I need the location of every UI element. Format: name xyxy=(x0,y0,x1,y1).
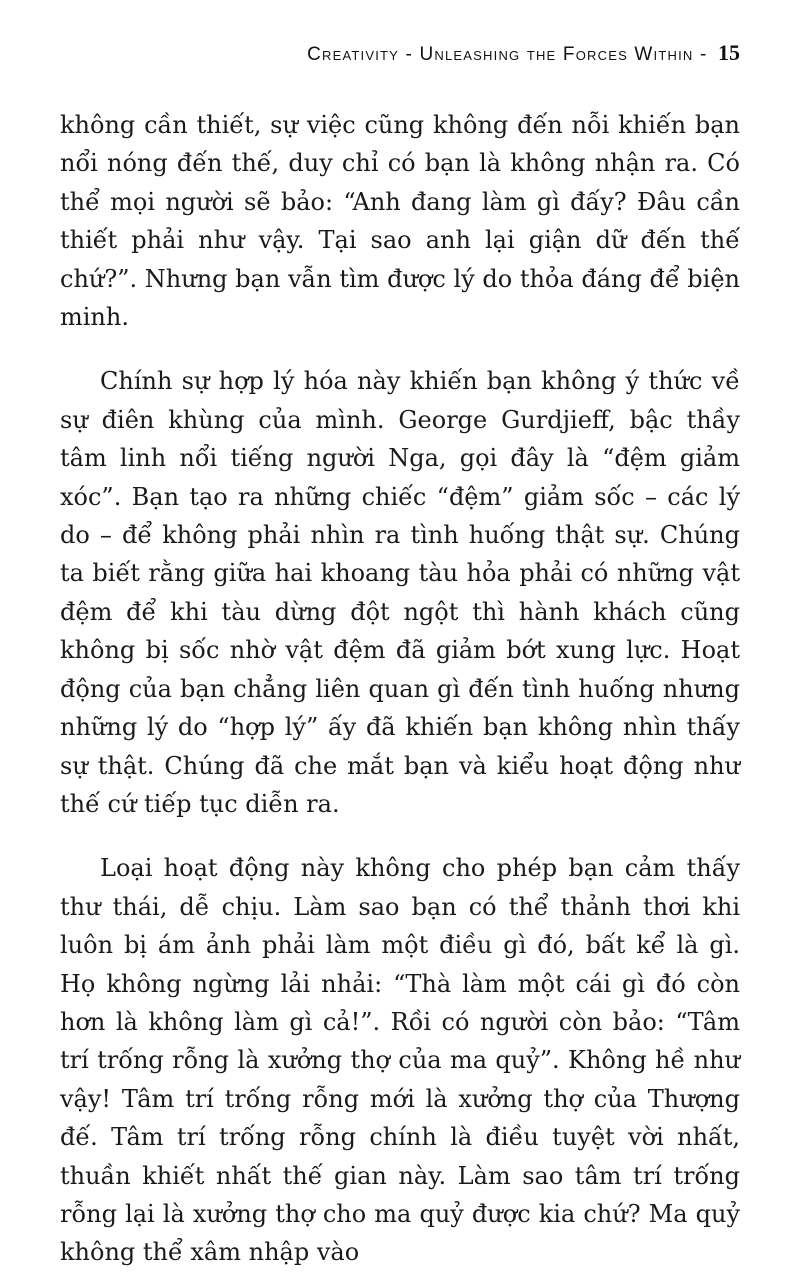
page-number: 15 xyxy=(718,40,740,65)
body-text xyxy=(60,106,740,1272)
paragraph-1: không cần thiết, sự việc cũng không đến nỗi khiến bạn nổi nóng đến thế, duy chỉ có bạn là không nhận ra. Có thể mọi người sẽ bảo: “Anh đang làm gì đấy? Đâu cần thiết phải như vậy. Tại sao anh lại giận dữ đến thế chứ?”. Nhưng bạn vẫn tìm được lý do thỏa đáng để biện minh. xyxy=(60,111,740,332)
running-title: Creativity - Unleashing the Forces Within - xyxy=(307,44,708,65)
paragraph-2: Chính sự hợp lý hóa này khiến bạn không ý thức về sự điên khùng của mình. George Gurdjieff, bậc thầy tâm linh nổi tiếng người Nga, gọi đây là “đệm giảm xóc”. Bạn tạo ra những chiếc “đệm” giảm sốc – các lý do – để không phải nhìn ra tình huống thật sự. Chúng ta biết rằng giữa hai khoang tàu hỏa phải có những vật đệm để khi tàu dừng đột ngột thì hành khách cũng không bị sốc nhờ vật đệm đã giảm bớt xung lực. Hoạt động của bạn chẳng liên quan gì đến tình huống nhưng những lý do “hợp lý” ấy đã khiến bạn không nhìn thấy sự thật. Chúng đã che mắt bạn và kiểu hoạt động như thế cứ tiếp tục diễn ra. xyxy=(60,367,740,818)
paragraph-3: Loại hoạt động này không cho phép bạn cảm thấy thư thái, dễ chịu. Làm sao bạn có thể thảnh thơi khi luôn bị ám ảnh phải làm một điều gì đó, bất kể là gì. Họ không ngừng lải nhải: “Thà làm một cái gì đó còn hơn là không làm gì cả!”. Rồi có người còn bảo: “Tâm trí trống rỗng là xưởng thợ của ma quỷ”. Không hề như vậy! Tâm trí trống rỗng mới là xưởng thợ của Thượng đế. Tâm trí trống rỗng chính là điều tuyệt vời nhất, thuần khiết nhất thế gian này. Làm sao tâm trí trống rỗng lại là xưởng thợ cho ma quỷ được kia chứ? Ma quỷ không thể xâm nhập vào xyxy=(60,854,740,1267)
running-header xyxy=(307,40,740,66)
